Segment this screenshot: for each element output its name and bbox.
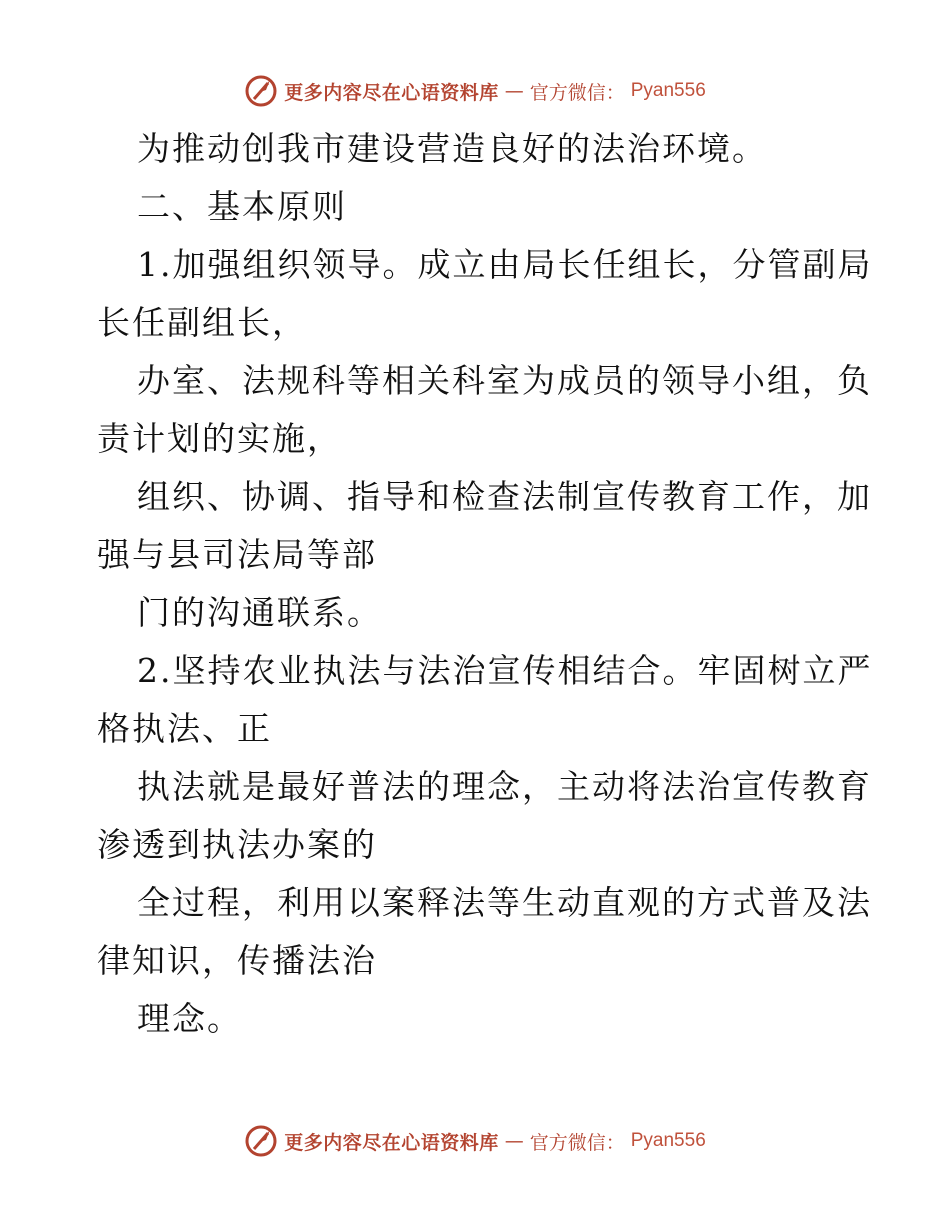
text-line: 责计划的实施， — [97, 419, 342, 458]
text-line: 为推动创我市建设营造良好的法治环境。 — [137, 129, 767, 168]
text-line: 理念。 — [137, 999, 242, 1038]
watermark-brand: 更多内容尽在心语资料库 — [284, 1131, 499, 1154]
text-line: 1.加强组织领导。成立由局长任组长，分管副局 — [137, 245, 873, 284]
document-body — [97, 120, 873, 1048]
text-line: 执法就是最好普法的理念，主动将法治宣传教育 — [137, 767, 872, 806]
text-line: 长任副组长， — [97, 303, 307, 342]
header-watermark — [0, 71, 950, 111]
text-line: 门的沟通联系。 — [137, 593, 382, 632]
text-line: 律知识，传播法治 — [97, 941, 377, 980]
footer-watermark — [0, 1121, 950, 1161]
text-line: 全过程，利用以案释法等生动直观的方式普及法 — [137, 883, 872, 922]
section-heading: 二、基本原则 — [137, 187, 347, 226]
watermark-dash: — — [504, 1130, 524, 1152]
text-line: 强与县司法局等部 — [97, 535, 377, 574]
quill-logo-icon — [244, 74, 278, 108]
watermark-wechat-label: 官方微信： — [529, 81, 625, 104]
watermark-wechat-label: 官方微信： — [529, 1131, 625, 1154]
watermark-wechat-id: Pyan556 — [630, 80, 706, 101]
quill-logo-icon — [244, 1124, 278, 1158]
watermark-wechat-id: Pyan556 — [630, 1130, 706, 1151]
text-line: 渗透到执法办案的 — [97, 825, 377, 864]
watermark-dash: — — [504, 80, 524, 102]
text-line: 格执法、正 — [97, 709, 272, 748]
text-line: 2.坚持农业执法与法治宣传相结合。牢固树立严 — [137, 651, 873, 690]
text-line: 组织、协调、指导和检查法制宣传教育工作，加 — [137, 477, 872, 516]
text-line: 办室、法规科等相关科室为成员的领导小组，负 — [137, 361, 872, 400]
watermark-brand: 更多内容尽在心语资料库 — [284, 81, 499, 104]
